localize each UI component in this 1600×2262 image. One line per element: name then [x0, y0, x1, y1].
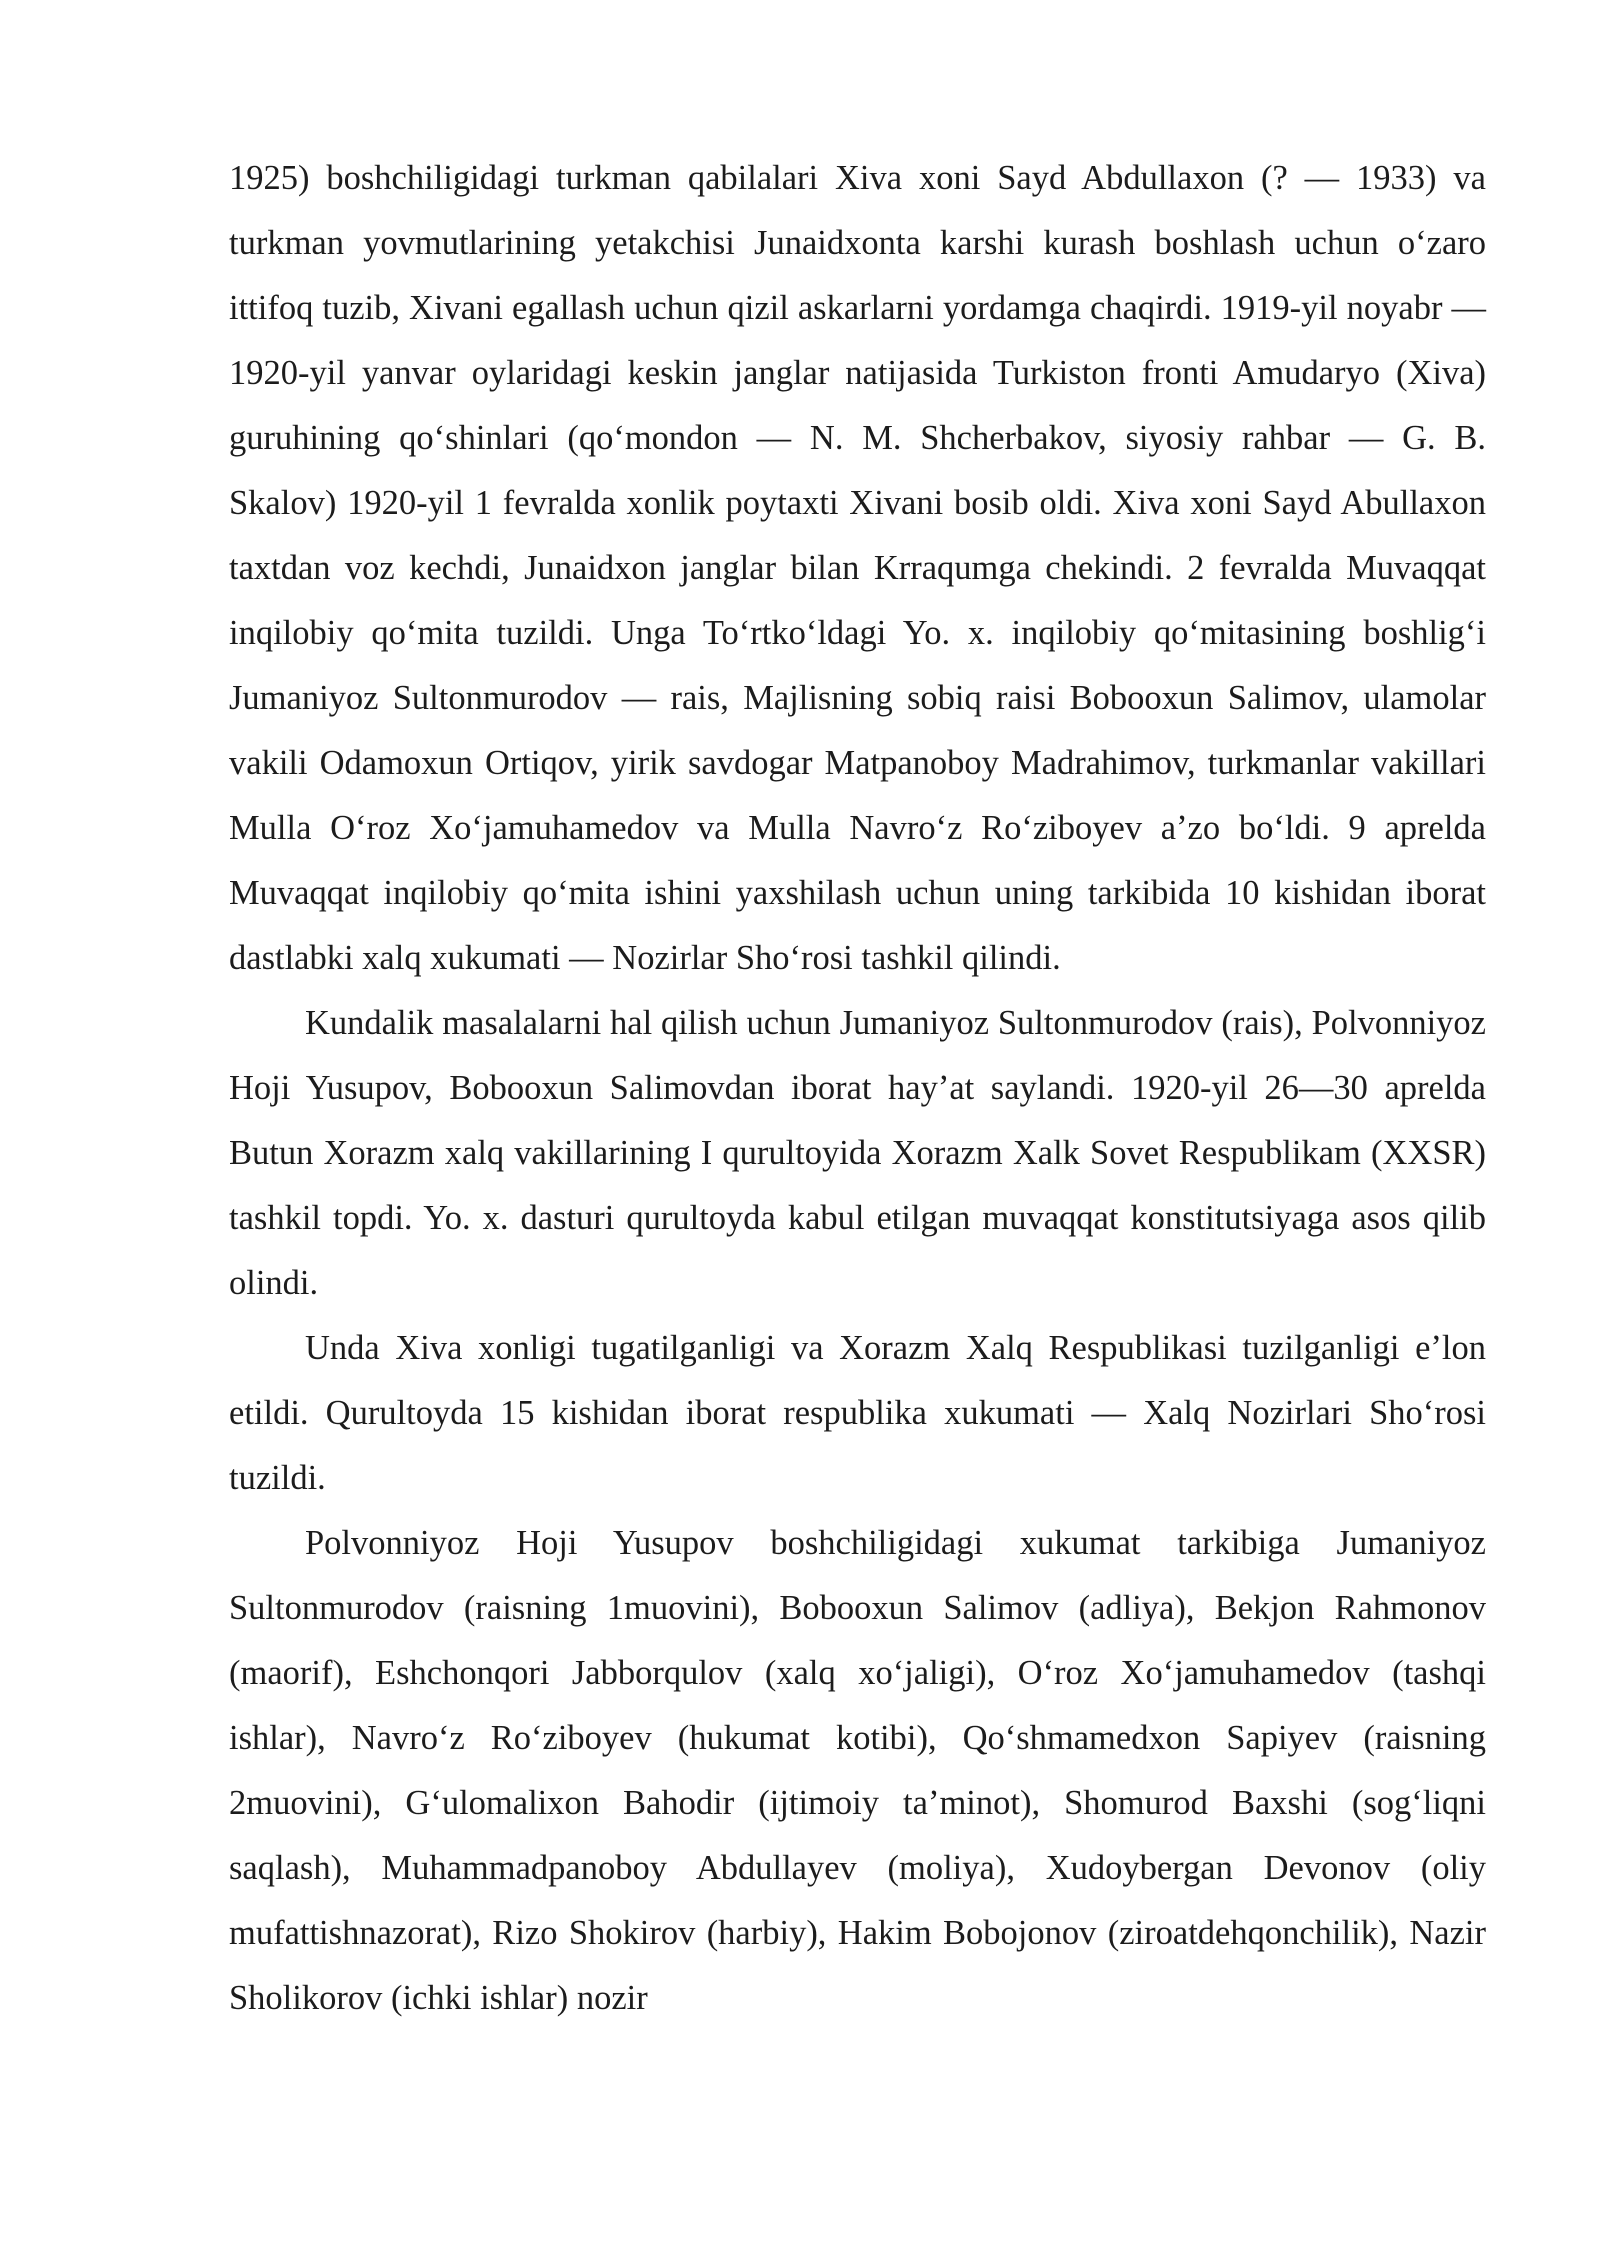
paragraph-4: Polvonniyoz Hoji Yusupov boshchiligidagi xukumat tarkibiga Jumaniyoz Sultonmurodov (raisning 1muovini), Bobooxun Salimov (adliya), Bekjon Rahmonov (maorif), Eshchonqori Jabborqulov (xalq xoʻjaligi), Oʻroz Xoʻjamuhamedov (tashqi ishlar), Navroʻz Roʻziboyev (hukumat kotibi), Qoʻshmamedxon Sapiyev (raisning 2muovini), Gʻulomalixon Bahodir (ijtimoiy taʼminot), Shomurod Baxshi (sogʻliqni saqlash), Muhammadpanoboy Abdullayev (moliya), Xudoybergan Devonov (oliy mufattishnazorat), Rizo Shokirov (harbiy), Hakim Bobojonov (ziroatdehqonchilik), Nazir Sholikorov (ichki ishlar) nozir — [229, 1524, 1486, 2017]
paragraph-2: Kundalik masalalarni hal qilish uchun Jumaniyoz Sultonmurodov (rais), Polvonniyoz Hoji Yusupov, Bobooxun Salimovdan iborat hayʼat saylandi. 1920-yil 26—30 aprelda Butun Xorazm xalq vakillarining I qurultoyida Xorazm Xalk Sovet Respublikam (XXSR) tashkil topdi. Yo. x. dasturi qurultoyda kabul etilgan muvaqqat konstitutsiyaga asos qilib olindi. — [229, 1004, 1486, 1302]
paragraph-3: Unda Xiva xonligi tugatilganligi va Xorazm Xalq Respublikasi tuzilganligi eʼlon etildi. Qurultoyda 15 kishidan iborat respublika xukumati — Xalq Nozirlari Shoʻrosi tuzildi. — [229, 1329, 1486, 1497]
paragraph-1: 1925) boshchiligidagi turkman qabilalari Xiva xoni Sayd Abdullaxon (? — 1933) va turkman yovmutlarining yetakchisi Junaidxonta karshi kurash boshlash uchun oʻzaro ittifoq tuzib, Xivani egallash uchun qizil askarlarni yordamga chaqirdi. 1919-yil noyabr — 1920-yil yanvar oylaridagi keskin janglar natijasida Turkiston fronti Amudaryo (Xiva) guruhining qoʻshinlari (qoʻmondon — N. M. Shcherbakov, siyosiy rahbar — G. B. Skalov) 1920-yil 1 fevralda xonlik poytaxti Xivani bosib oldi. Xiva xoni Sayd Abullaxon taxtdan voz kechdi, Junaidxon janglar bilan Krraqumga chekindi. 2 fevralda Muvaqqat inqilobiy qoʻmita tuzildi. Unga Toʻrtkoʻldagi Yo. x. inqilobiy qoʻmitasining boshligʻi Jumaniyoz Sultonmurodov — rais, Majlisning sobiq raisi Bobooxun Salimov, ulamolar vakili Odamoxun Ortiqov, yirik savdogar Matpanoboy Madrahimov, turkmanlar vakillari Mulla Oʻroz Xoʻjamuhamedov va Mulla Navroʻz Roʻziboyev aʼzo boʻldi. 9 aprelda Muvaqqat inqilobiy qoʻmita ishini yaxshilash uchun uning tarkibida 10 kishidan iborat dastlabki xalq xukumati — Nozirlar Shoʻrosi tashkil qilindi. — [229, 159, 1486, 977]
body-text — [229, 146, 1486, 2031]
